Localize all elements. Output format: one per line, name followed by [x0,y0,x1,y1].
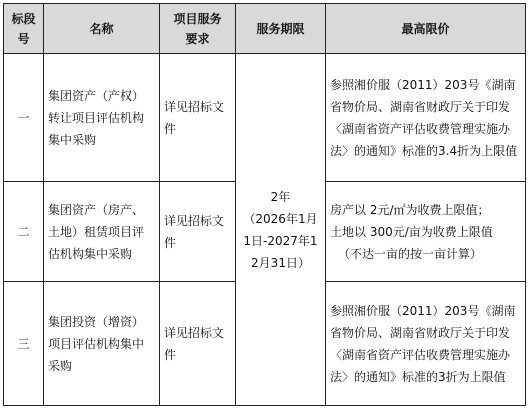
service-requirements: 详见招标文件 [160,282,236,406]
project-name: 集团资产（房产、土地）租赁项目评估机构集中采购 [44,182,160,282]
header-section-no: 标段号 [4,4,44,54]
service-requirements: 详见招标文件 [160,182,236,282]
price-line: 房产以 2元/㎡为收费上限值； [330,202,490,217]
header-name: 名称 [44,4,160,54]
service-term [236,54,326,406]
term-years: 2年 [270,189,291,204]
service-requirements: 详见招标文件 [160,54,236,182]
section-no: 三 [4,282,44,406]
bid-section-table [3,3,526,406]
header-service-requirements: 项目服务要求 [160,4,236,54]
header-service-term: 服务期限 [236,4,326,54]
header-row [4,4,526,54]
max-price: 参照湘价服（2011）203号《湖南省物价局、湖南省财政厅关于印发〈湖南省资产评估收费管理实施办法〉的通知》标准的3.4折为上限值 [326,54,526,182]
price-line: 土地以 300元/亩为收费上限值 [330,224,493,239]
max-price: 参照湘价服（2011）203号《湖南省物价局、湖南省财政厅关于印发〈湖南省资产评估收费管理实施办法〉的通知》标准的3折为上限值 [326,282,526,406]
price-line: （不达一亩的按一亩计算） [338,246,483,261]
project-name: 集团投资（增资）项目评估机构集中采购 [44,282,160,406]
section-no: 二 [4,182,44,282]
section-no: 一 [4,54,44,182]
project-name: 集团资产（产权）转让项目评估机构集中采购 [44,54,160,182]
table-row [4,54,526,182]
max-price [326,182,526,282]
term-range: （2026年1月1日-2027年12月31日） [243,211,318,270]
header-max-price: 最高限价 [326,4,526,54]
